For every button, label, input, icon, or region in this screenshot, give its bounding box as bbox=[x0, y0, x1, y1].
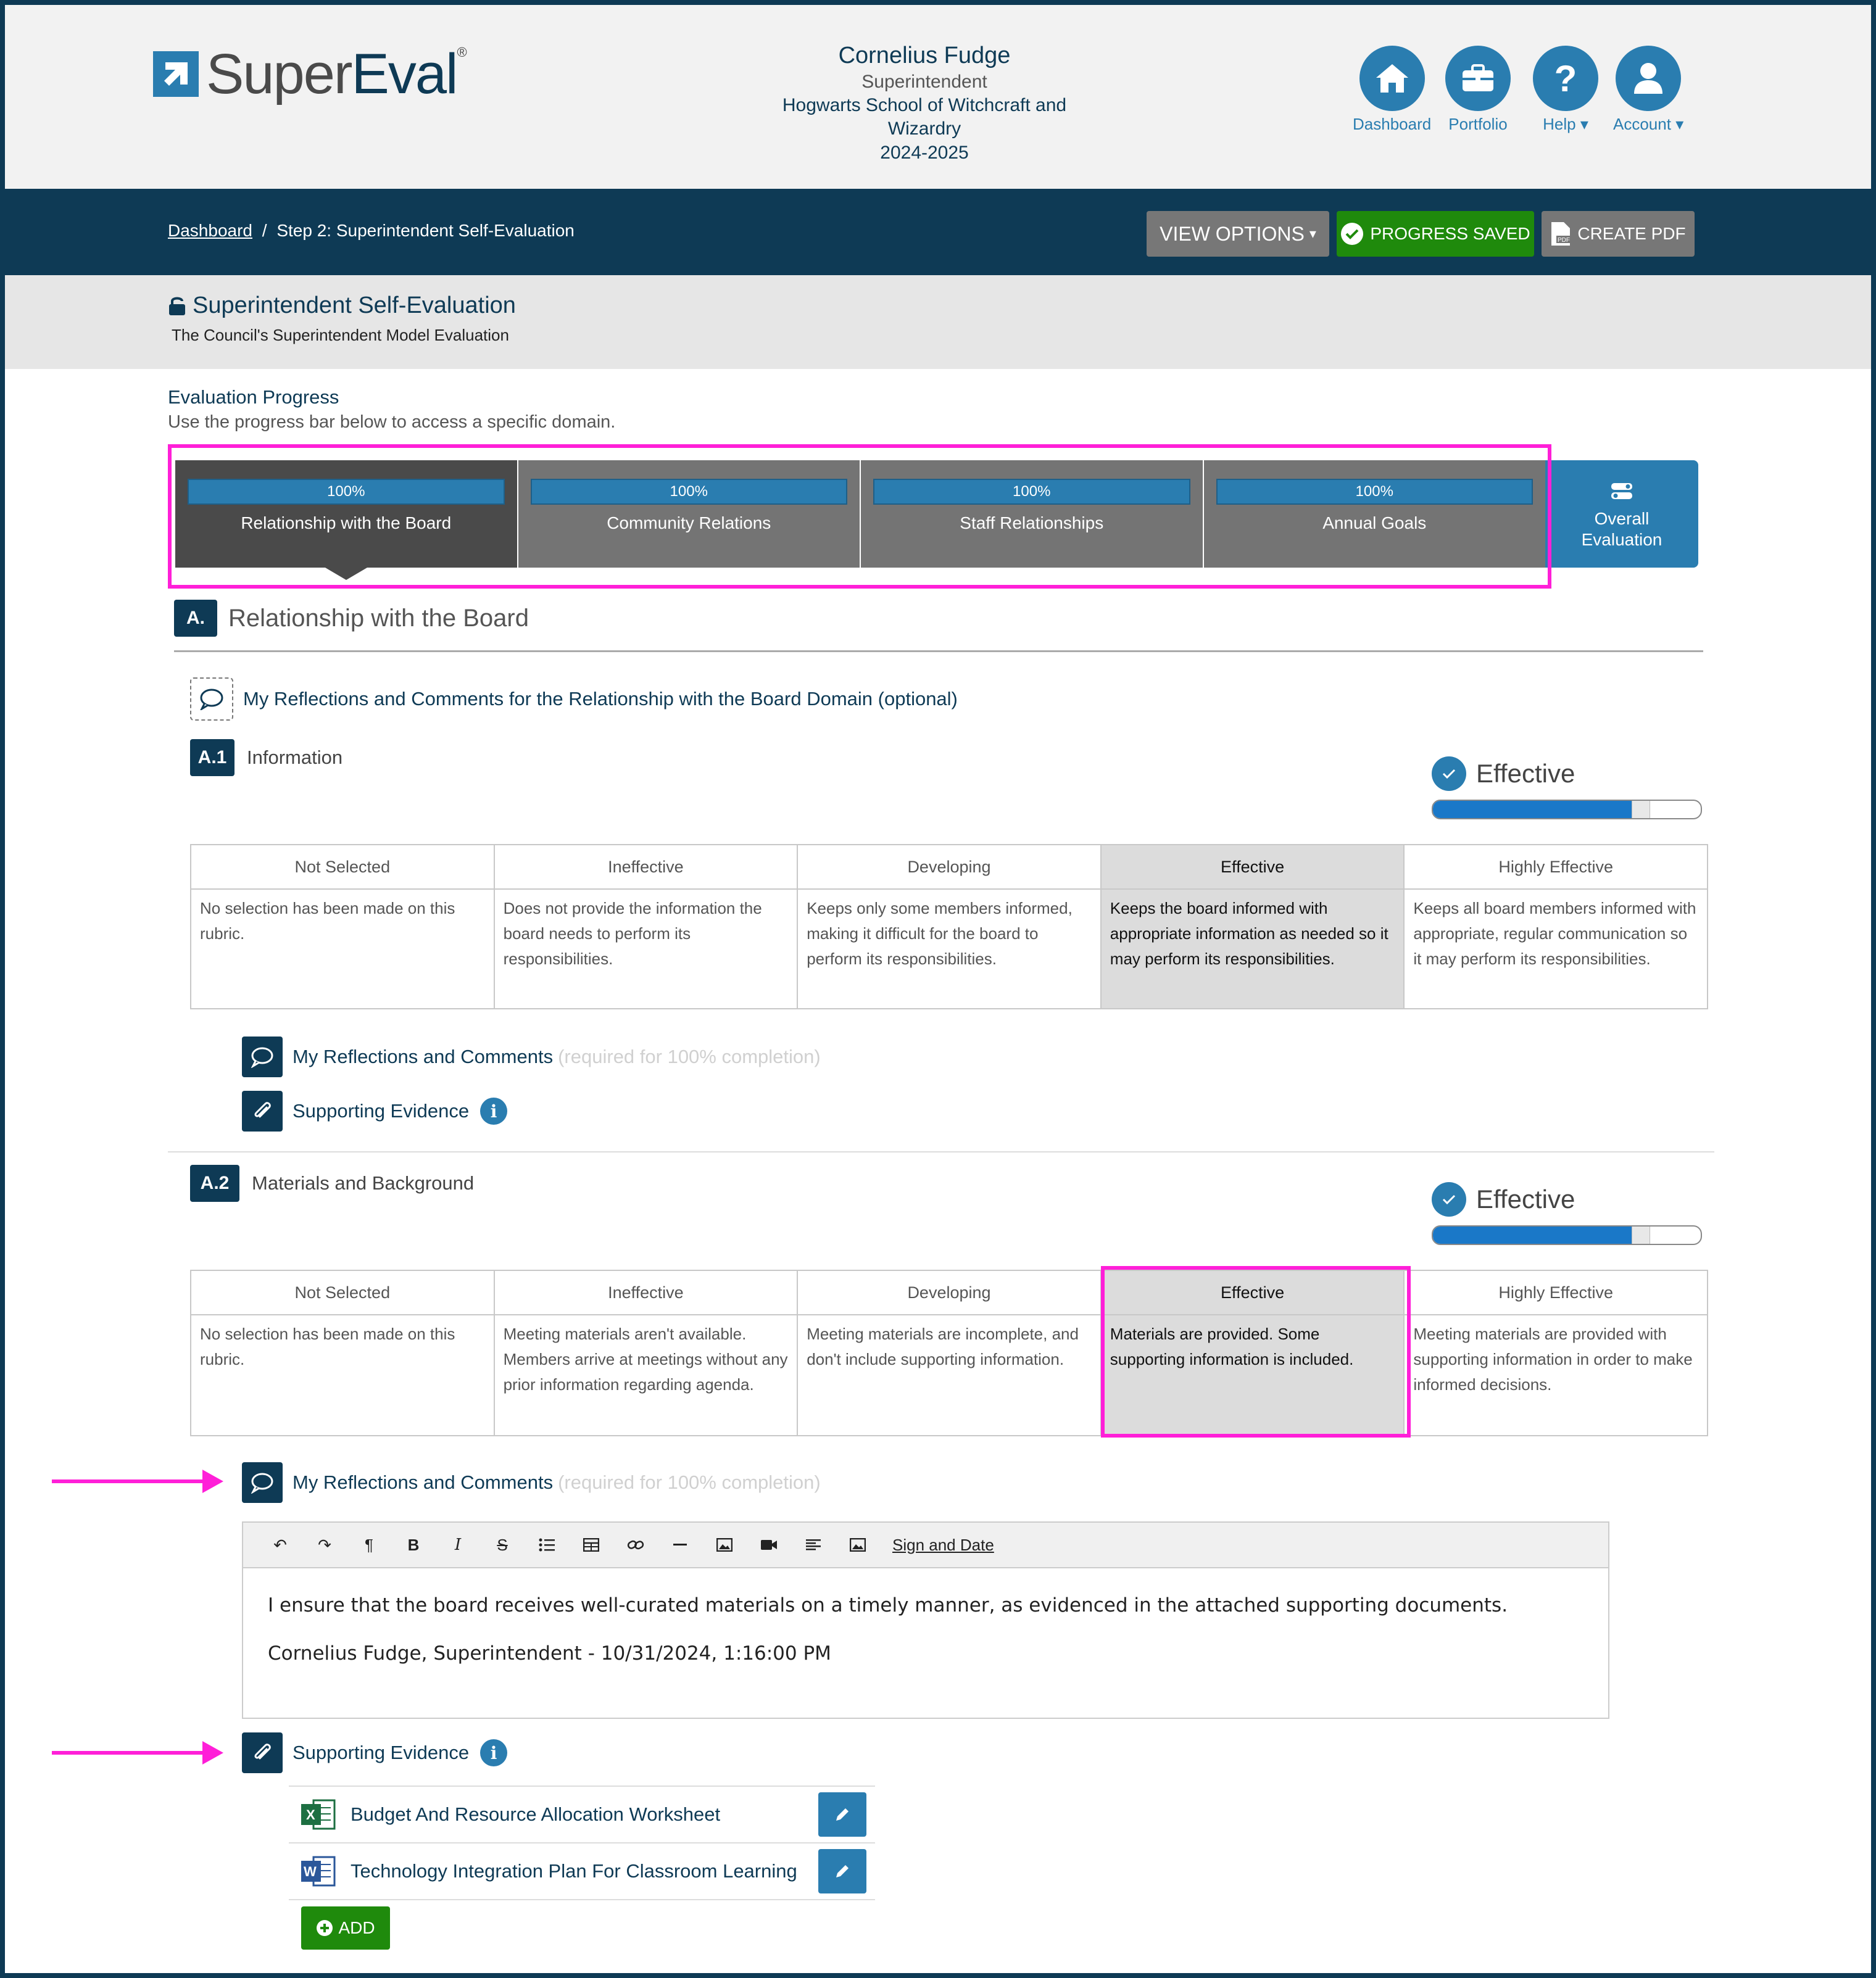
rubric-cell[interactable]: Meeting materials are incomplete, and don't include supporting information. bbox=[797, 1315, 1101, 1436]
item-a1-rating bbox=[1432, 756, 1702, 819]
comment-icon bbox=[242, 1462, 283, 1503]
rating-knob[interactable] bbox=[1632, 1227, 1650, 1244]
view-options-label: VIEW OPTIONS bbox=[1160, 222, 1305, 245]
evidence-label: Supporting Evidence bbox=[293, 1100, 470, 1122]
overall-label-line2: Evaluation bbox=[1581, 530, 1662, 549]
rubric-cell[interactable]: Keeps all board members informed with appropriate, regular communication so it may perform its responsibilities. bbox=[1404, 889, 1708, 1009]
evidence-file-row[interactable] bbox=[289, 1786, 875, 1842]
page-title-text: Superintendent Self-Evaluation bbox=[193, 292, 516, 318]
rating-slider[interactable] bbox=[1432, 800, 1702, 819]
svg-text:X: X bbox=[306, 1807, 315, 1823]
rubric-header[interactable]: Developing bbox=[797, 845, 1101, 889]
item-divider bbox=[168, 1151, 1714, 1152]
rubric-header[interactable]: Highly Effective bbox=[1404, 845, 1708, 889]
excel-file-icon bbox=[300, 1798, 337, 1831]
toggle-switch-icon bbox=[1545, 482, 1698, 505]
link-icon[interactable] bbox=[613, 1523, 658, 1567]
rating-label: Effective bbox=[1476, 1185, 1575, 1214]
rating-slider[interactable] bbox=[1432, 1225, 1702, 1245]
caret-down-icon: ▾ bbox=[1675, 115, 1684, 133]
nav-dashboard[interactable] bbox=[1353, 46, 1431, 134]
progress-percent: 100% bbox=[1216, 479, 1534, 505]
rubric-header[interactable]: Ineffective bbox=[494, 1270, 798, 1315]
user-info bbox=[727, 41, 1122, 165]
domain-badge: A. bbox=[174, 600, 217, 637]
redo-icon[interactable]: ↷ bbox=[318, 1535, 331, 1554]
editor-content[interactable] bbox=[243, 1568, 1608, 1714]
italic-icon[interactable]: I bbox=[454, 1536, 462, 1554]
svg-text:W: W bbox=[304, 1864, 317, 1879]
rubric-cell[interactable]: Meeting materials aren't available. Members arrive at meetings without any prior information regarding agenda. bbox=[494, 1315, 798, 1436]
nav-help[interactable] bbox=[1533, 46, 1598, 134]
rating-label: Effective bbox=[1476, 759, 1575, 788]
item-badge: A.2 bbox=[190, 1165, 239, 1202]
breadcrumb bbox=[168, 221, 575, 241]
rubric-header-selected[interactable]: Effective bbox=[1101, 845, 1405, 889]
rating-fill bbox=[1433, 1227, 1634, 1244]
item-a1-heading bbox=[190, 739, 342, 776]
rubric-cell-selected[interactable]: Keeps the board informed with appropriate information as needed so it may perform its responsibilities. bbox=[1101, 889, 1405, 1009]
item-title: Information bbox=[247, 747, 343, 768]
item-a2-evidence[interactable] bbox=[242, 1732, 507, 1773]
info-icon[interactable]: i bbox=[480, 1098, 507, 1125]
image-icon[interactable] bbox=[702, 1523, 747, 1567]
nav-portfolio[interactable] bbox=[1445, 46, 1511, 134]
word-file-icon bbox=[300, 1855, 337, 1888]
evidence-file-name[interactable]: Technology Integration Plan For Classroom Learning bbox=[351, 1860, 797, 1882]
item-a2-reflections[interactable] bbox=[242, 1462, 821, 1503]
progress-segment-label: Annual Goals bbox=[1322, 513, 1427, 532]
svg-text:PDF: PDF bbox=[1558, 237, 1571, 244]
horizontal-rule-icon[interactable] bbox=[658, 1523, 702, 1567]
rubric-cell[interactable]: No selection has been made on this rubric. bbox=[191, 889, 494, 1009]
pencil-icon[interactable] bbox=[818, 1849, 866, 1893]
rubric-cell[interactable]: No selection has been made on this rubric. bbox=[191, 1315, 494, 1436]
overall-evaluation-button[interactable] bbox=[1545, 460, 1698, 568]
user-icon bbox=[1616, 46, 1681, 111]
reflections-label: My Reflections and Comments bbox=[293, 1046, 554, 1067]
top-header bbox=[5, 5, 1871, 189]
progress-percent: 100% bbox=[531, 479, 848, 505]
supereval-logo[interactable] bbox=[153, 43, 466, 106]
plus-circle-icon bbox=[316, 1919, 333, 1937]
domain-title: Relationship with the Board bbox=[228, 604, 529, 632]
view-options-button[interactable] bbox=[1147, 211, 1329, 257]
bullet-list-icon[interactable] bbox=[525, 1523, 569, 1567]
domain-heading bbox=[174, 600, 529, 637]
breadcrumb-separator: / bbox=[262, 221, 267, 240]
rubric-header[interactable]: Not Selected bbox=[191, 845, 494, 889]
reflection-text: I ensure that the board receives well-curated materials on a timely manner, as evidenced in the attached supporting documents. bbox=[268, 1594, 1508, 1616]
progress-saved-label: PROGRESS SAVED bbox=[1370, 224, 1530, 243]
undo-icon[interactable]: ↶ bbox=[273, 1535, 287, 1554]
item-a2-rating bbox=[1432, 1182, 1702, 1245]
caret-down-icon: ▾ bbox=[1580, 115, 1588, 133]
nav-account-label: Account bbox=[1613, 115, 1671, 133]
app-frame bbox=[5, 5, 1871, 1973]
bold-icon[interactable]: B bbox=[407, 1535, 420, 1554]
progress-subtitle: Use the progress bar below to access a specific domain. bbox=[168, 412, 616, 432]
unlock-icon bbox=[168, 296, 186, 317]
signature-line: Cornelius Fudge, Superintendent - 10/31/2024, 1:16:00 PM bbox=[268, 1642, 831, 1665]
domain-reflections-link[interactable] bbox=[190, 677, 958, 721]
pointer-arrow bbox=[52, 1751, 218, 1755]
add-evidence-button[interactable] bbox=[301, 1906, 390, 1950]
progress-segment-label: Staff Relationships bbox=[960, 513, 1104, 532]
editor-toolbar bbox=[243, 1523, 1608, 1568]
school-name-line2: Wizardry bbox=[887, 118, 961, 139]
rubric-cell-selected[interactable]: Materials are provided. Some supporting information is included. bbox=[1101, 1315, 1405, 1436]
page-title-band bbox=[5, 275, 1871, 369]
rubric-cell[interactable]: Keeps only some members informed, making it difficult for the board to perform its responsibilities. bbox=[797, 889, 1101, 1009]
reflections-editor bbox=[242, 1521, 1609, 1719]
caret-down-icon: ▾ bbox=[1309, 226, 1316, 241]
overall-label-line1: Overall bbox=[1594, 509, 1650, 528]
add-evidence-label: ADD bbox=[338, 1918, 375, 1937]
item-badge: A.1 bbox=[190, 739, 234, 776]
progress-percent: 100% bbox=[873, 479, 1190, 505]
nav-help-label: Help bbox=[1543, 115, 1576, 133]
page-title bbox=[168, 292, 516, 319]
video-icon[interactable] bbox=[747, 1523, 791, 1567]
rubric-header[interactable]: Ineffective bbox=[494, 845, 798, 889]
paperclip-icon bbox=[242, 1091, 283, 1132]
user-name: Cornelius Fudge bbox=[838, 43, 1011, 68]
rubric-table-a2 bbox=[190, 1270, 1708, 1436]
check-circle-icon bbox=[1432, 756, 1466, 791]
rubric-header-selected[interactable]: Effective bbox=[1101, 1270, 1405, 1315]
school-name-line1: Hogwarts School of Witchcraft and bbox=[782, 95, 1067, 115]
briefcase-icon bbox=[1445, 46, 1511, 111]
item-a1-evidence[interactable] bbox=[242, 1091, 507, 1132]
reflections-required-note: (required for 100% completion) bbox=[558, 1471, 821, 1493]
progress-segment-label: Relationship with the Board bbox=[241, 513, 452, 532]
image-icon[interactable] bbox=[836, 1523, 880, 1567]
rubric-header[interactable]: Highly Effective bbox=[1404, 1270, 1708, 1315]
table-icon[interactable] bbox=[569, 1523, 613, 1567]
domain-reflections-label: My Reflections and Comments for the Relationship with the Board Domain (optional) bbox=[243, 688, 958, 710]
item-a1-reflections[interactable] bbox=[242, 1037, 821, 1077]
progress-highlight-box bbox=[168, 444, 1551, 589]
domain-divider bbox=[174, 650, 1703, 652]
evidence-file-name[interactable]: Budget And Resource Allocation Worksheet bbox=[351, 1803, 721, 1825]
align-left-icon[interactable] bbox=[791, 1523, 836, 1567]
home-icon bbox=[1359, 46, 1425, 111]
progress-title: Evaluation Progress bbox=[168, 386, 339, 408]
nav-portfolio-label: Portfolio bbox=[1448, 115, 1508, 133]
nav-dashboard-label: Dashboard bbox=[1353, 115, 1432, 133]
question-icon: ? bbox=[1533, 46, 1598, 111]
pencil-icon[interactable] bbox=[818, 1792, 866, 1837]
rubric-table-a1 bbox=[190, 844, 1708, 1009]
evidence-list bbox=[289, 1786, 875, 1900]
selected-cell-highlight-box bbox=[1101, 1266, 1411, 1438]
create-pdf-label: CREATE PDF bbox=[1577, 224, 1686, 243]
nav-account[interactable] bbox=[1613, 46, 1683, 134]
rubric-header[interactable]: Developing bbox=[797, 1270, 1101, 1315]
strikethrough-icon[interactable]: S bbox=[497, 1535, 508, 1554]
info-icon[interactable]: i bbox=[480, 1739, 507, 1766]
rubric-header[interactable]: Not Selected bbox=[191, 1270, 494, 1315]
logo-mark-icon bbox=[153, 51, 199, 97]
comment-icon bbox=[242, 1037, 283, 1077]
evidence-file-row[interactable] bbox=[289, 1842, 875, 1900]
progress-percent: 100% bbox=[188, 479, 505, 505]
progress-saved-button[interactable] bbox=[1337, 211, 1534, 257]
breadcrumb-current: Step 2: Superintendent Self-Evaluation bbox=[276, 221, 575, 240]
reflections-required-note: (required for 100% completion) bbox=[558, 1046, 821, 1067]
user-role: Superintendent bbox=[861, 72, 987, 92]
logo-text: SuperEval® bbox=[206, 43, 466, 106]
breadcrumb-dashboard-link[interactable]: Dashboard bbox=[168, 221, 252, 240]
progress-segment-label: Community Relations bbox=[607, 513, 771, 532]
item-title: Materials and Background bbox=[252, 1172, 475, 1194]
pointer-arrow bbox=[52, 1479, 218, 1483]
paragraph-icon[interactable]: ¶ bbox=[365, 1535, 373, 1554]
create-pdf-button[interactable] bbox=[1542, 211, 1695, 257]
check-circle-icon bbox=[1340, 222, 1364, 246]
evidence-label: Supporting Evidence bbox=[293, 1742, 470, 1763]
rating-fill bbox=[1433, 801, 1634, 818]
action-bar bbox=[5, 189, 1871, 275]
page-subtitle: The Council's Superintendent Model Evaluation bbox=[172, 326, 509, 344]
item-a2-heading bbox=[190, 1165, 474, 1202]
comment-icon bbox=[190, 677, 233, 721]
rubric-cell[interactable]: Does not provide the information the board needs to perform its responsibilities. bbox=[494, 889, 798, 1009]
paperclip-icon bbox=[242, 1732, 283, 1773]
rating-knob[interactable] bbox=[1632, 801, 1650, 818]
pdf-file-icon bbox=[1550, 221, 1571, 247]
school-year: 2024-2025 bbox=[880, 143, 969, 163]
rubric-cell[interactable]: Meeting materials are provided with supporting information in order to make informed decisions. bbox=[1404, 1315, 1708, 1436]
sign-and-date-link[interactable]: Sign and Date bbox=[892, 1535, 994, 1554]
reflections-label: My Reflections and Comments bbox=[293, 1471, 554, 1493]
check-circle-icon bbox=[1432, 1182, 1466, 1217]
